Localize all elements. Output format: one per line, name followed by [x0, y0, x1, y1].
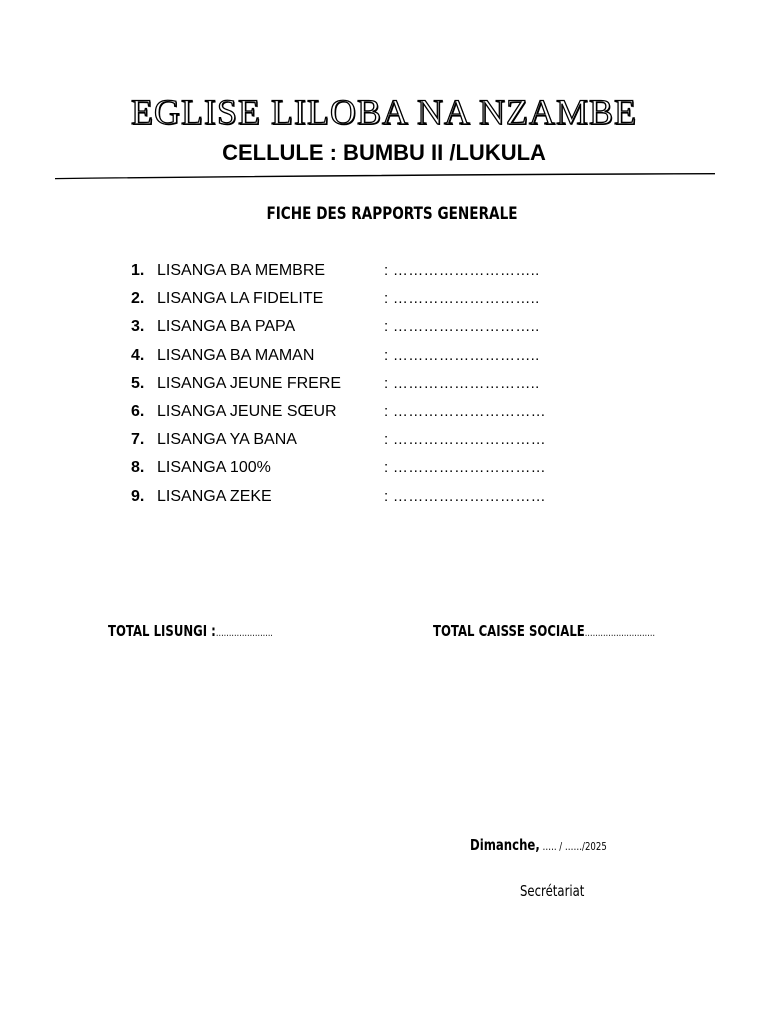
item-label: LISANGA 100% — [157, 459, 271, 477]
date-label: Dimanche, — [470, 836, 540, 854]
item-label: LISANGA BA MAMAN — [157, 346, 315, 364]
total-lisungi — [108, 619, 273, 646]
secretariat-signature: Secrétariat — [520, 882, 585, 900]
item-label: LISANGA BA PAPA — [157, 318, 296, 336]
list-item — [0, 257, 600, 285]
item-fill-line: : ……………………….. — [384, 290, 540, 308]
item-label: LISANGA YA BANA — [157, 431, 297, 449]
form-title: FICHE DES RAPPORTS GENERALE — [266, 204, 518, 224]
report-items-list — [0, 257, 600, 511]
item-fill-line: : ………………………… — [384, 431, 546, 449]
cell-name-subtitle: CELLULE : BUMBU II /LUKULA — [222, 140, 546, 165]
item-number: 2. — [131, 290, 145, 308]
item-fill-line: : ……………………….. — [384, 262, 540, 279]
item-fill-line: : ………………………… — [384, 487, 546, 505]
total-lisungi-fill-line: …………………. — [215, 628, 273, 639]
item-number: 3. — [131, 318, 145, 336]
item-number: 1. — [131, 262, 145, 279]
item-label: LISANGA BA MEMBRE — [157, 262, 326, 279]
item-number: 4. — [131, 346, 145, 364]
list-item — [0, 454, 600, 482]
list-item — [0, 313, 600, 341]
item-label: LISANGA JEUNE SŒUR — [157, 402, 337, 420]
item-label: LISANGA ZEKE — [157, 487, 272, 505]
list-item — [0, 342, 600, 370]
total-caisse-sociale — [433, 619, 655, 646]
church-name-title: EGLISE LILOBA NA NZAMBE — [131, 92, 637, 132]
header-divider — [55, 173, 715, 181]
item-fill-line: : ………………………… — [384, 459, 546, 477]
list-item — [0, 398, 600, 426]
item-label: LISANGA JEUNE FRERE — [157, 374, 342, 392]
item-number: 7. — [131, 431, 145, 449]
list-item — [0, 483, 600, 511]
item-fill-line: : ……………………….. — [384, 346, 540, 364]
item-number: 5. — [131, 374, 145, 392]
total-lisungi-label: TOTAL LISUNGI : — [108, 622, 216, 640]
item-fill-line: : ……………………….. — [384, 374, 540, 392]
item-number: 9. — [131, 487, 145, 505]
date-value: ….. / ……/2025 — [539, 840, 607, 853]
list-item — [0, 426, 600, 454]
list-item — [0, 370, 600, 398]
list-item — [0, 285, 600, 313]
item-fill-line: : ………………………… — [384, 402, 546, 420]
item-label: LISANGA LA FIDELITE — [157, 290, 324, 308]
item-fill-line: : ……………………….. — [384, 318, 540, 336]
date-line — [470, 834, 607, 858]
total-caisse-label: TOTAL CAISSE SOCIALE — [433, 622, 585, 640]
total-caisse-fill-line: ……………………… — [584, 628, 655, 639]
item-number: 6. — [131, 402, 145, 420]
item-number: 8. — [131, 459, 145, 477]
